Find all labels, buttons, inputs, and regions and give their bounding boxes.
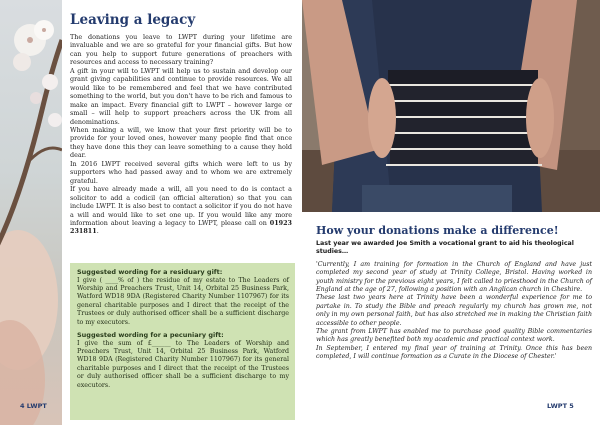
blossom-photo	[0, 0, 62, 425]
phone-number: 01923 231811	[70, 218, 292, 236]
suggested-wording-box	[70, 263, 295, 420]
testimonial-paragraph: These last two years here at Trinity have been a wonderful experience for me to partake in. To study the Bible and preach regularly my church has grown me, not only in my own personal faith, but has also stretched me in making the Christian faith accessible to other people.	[316, 294, 592, 327]
testimonial-paragraph: 'Currently, I am training for formation in the Church of England and have just completed my second year of study at Trinity College, Bristol. Having worked in youth ministry for the previous eight years, I felt called to priesthood in the Church of England at the age of 27, following a position with an Anglican church in Cheshire.	[316, 260, 592, 294]
page-number-right: LWPT 5	[547, 402, 574, 410]
donations-article	[316, 224, 592, 362]
legacy-article	[70, 12, 292, 236]
legacy-paragraph: In 2016 LWPT received several gifts which were left to us by supporters who had passed away and to whom we are extremely grateful.	[70, 159, 292, 185]
page-number-left: 4 LWPT	[20, 402, 47, 410]
testimonial-paragraph: In September, I entered my final year of training at Trinity. Once this has been completed, I will continue formation as a Curate in the Diocese of Chester.'	[316, 344, 592, 361]
books-photo	[302, 0, 600, 212]
legacy-paragraph: When making a will, we know that your first priority will be to provide for your loved ones, however many people find that once they have done this they can leave something to a cause they hold dear.	[70, 125, 292, 160]
legacy-paragraph: The donations you leave to LWPT during your lifetime are invaluable and we are so grateful for your financial gifts. But how can you help to support future generations of preachers with resources and access to necessary training?	[70, 33, 292, 67]
legacy-contact-paragraph: If you have already made a will, all you need to do is contact a solicitor to add a codicil (an official alteration) so that you can include LWPT. It is also best to contact a solicitor if you do not have a will and would like to set one up. If you would like any more information about leaving a legacy to LWPT, please call on 01923 231811.	[70, 185, 292, 236]
pecuniary-gift-heading: Suggested wording for a pecuniary gift:	[77, 331, 224, 340]
testimonial-paragraph: The grant from LWPT has enabled me to purchase good quality Bible commentaries which has greatly benefited both my academic and practical context work.	[316, 328, 592, 344]
contact-text: If you have already made a will, all you need to do is contact a solicitor to add a codicil (an official alteration) so that you can include LWPT. It is also best to contact a solicitor if you do not have a will and would like to set one up. If you would like any more information about leaving a legacy to LWPT, please call on	[70, 185, 292, 227]
residuary-gift-heading: Suggested wording for a residuary gift:	[77, 268, 223, 276]
legacy-paragraph: A gift in your will to LWPT will help us to sustain and develop our grant giving capabilities and continue to provide resources. We all would like to be remembered and feel that we have contributed something to the world, but you don't have to be rich and famous to make an impact. Every financial gift to LWPT – however large or small – will help to support preachers across the UK from all denominations.	[70, 66, 292, 126]
donations-intro: Last year we awarded Joe Smith a vocational grant to aid his theological studies…	[316, 240, 574, 256]
donations-heading: How your donations make a difference!	[316, 224, 559, 237]
pecuniary-gift-text: I give the sum of £______ to The Leaders of Worship and Preachers Trust, Unit 14, Orbital 25 Business Park, Watford WD18 9DA (Registered Charity Number 1107967) for its general charitable purposes and I direct that the receipt of the Trustees or duly authorised officer shall be a sufficient discharge to my executors.	[77, 339, 289, 389]
residuary-gift-text: I give ( ____% of ) the residue of my estate to The Leaders of Worship and Preachers Trust, Unit 14, Orbital 25 Business Park, Watford WD18 9DA (Registered Charity Number 1107967) for its general charitable purposes and I direct that the receipt of the Trustees or duly authorised officer shall be a sufficient discharge to my executors.	[77, 276, 289, 326]
legacy-heading: Leaving a legacy	[70, 12, 196, 28]
